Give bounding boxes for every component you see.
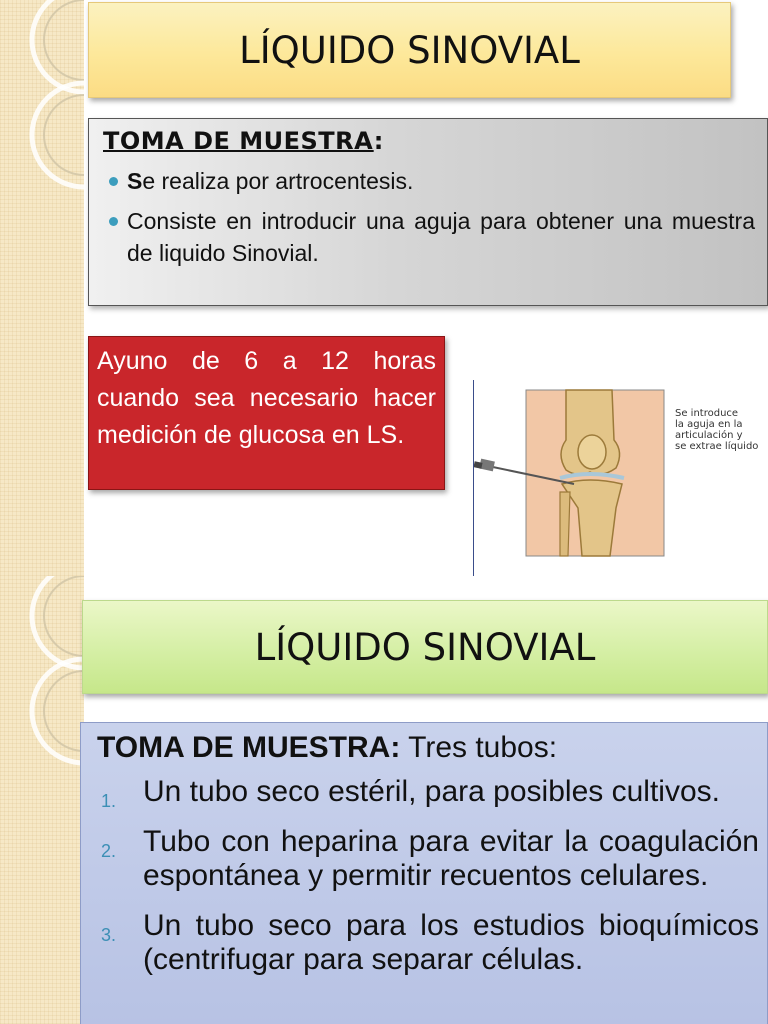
tubes-heading-bold: TOMA DE MUESTRA: <box>97 731 401 764</box>
list-number: 2. <box>101 841 117 861</box>
bullet-dot-icon <box>109 177 118 186</box>
list-item <box>97 909 759 977</box>
fasting-note-text: Ayuno de 6 a 12 horas cuando sea necesario hacer medición de glucosa en LS. <box>97 347 436 449</box>
tubes-heading-rest: Tres tubos: <box>400 731 558 764</box>
decorative-rings-icon <box>0 0 84 576</box>
decorative-side-strip <box>0 576 84 1024</box>
tubes-box <box>80 722 768 1024</box>
fasting-note-box <box>88 336 445 490</box>
slide-title-text: LÍQUIDO SINOVIAL <box>239 28 580 72</box>
sample-collection-heading <box>103 127 755 155</box>
list-item <box>103 165 755 197</box>
bullet-list <box>103 165 755 269</box>
list-number: 3. <box>101 925 117 945</box>
heading-colon: : <box>373 127 384 155</box>
bullet-lead-letter: S <box>127 168 143 194</box>
tubes-heading <box>97 731 759 765</box>
list-item-text: Un tubo seco para los estudios bioquímicos (centrifugar para separar células. <box>143 909 759 976</box>
list-item-text: Tubo con heparina para evitar la coagulación espontánea y permitir recuentos celulares. <box>143 825 759 892</box>
bullet-text: e realiza por artrocentesis. <box>142 168 414 194</box>
slide-2 <box>0 576 768 1024</box>
caption-line: se extrae líquido <box>675 441 759 452</box>
list-item-text: Un tubo seco estéril, para posibles cultivos. <box>143 775 720 808</box>
list-item <box>97 775 759 809</box>
knee-joint-needle-icon <box>474 380 674 576</box>
caption-line: Se introduce <box>675 408 739 419</box>
caption-line: articulación y <box>675 430 743 441</box>
bullet-dot-icon <box>109 217 118 226</box>
bullet-text: Consiste en introducir una aguja para obtener una muestra de liquido Sinovial. <box>127 208 755 266</box>
list-number: 1. <box>101 791 117 811</box>
list-item <box>103 205 755 269</box>
list-item <box>97 825 759 893</box>
knee-arthrocentesis-illustration <box>473 380 768 576</box>
decorative-rings-icon <box>0 576 84 1024</box>
illustration-caption <box>675 408 768 452</box>
sample-collection-box <box>88 118 768 306</box>
decorative-side-strip <box>0 0 84 576</box>
slide-title-text: LÍQUIDO SINOVIAL <box>254 625 596 669</box>
caption-line: la aguja en la <box>675 419 743 430</box>
heading-text: TOMA DE MUESTRA <box>103 127 374 155</box>
tubes-list <box>97 775 759 977</box>
slide-title <box>82 600 768 694</box>
slide-title <box>88 2 731 98</box>
